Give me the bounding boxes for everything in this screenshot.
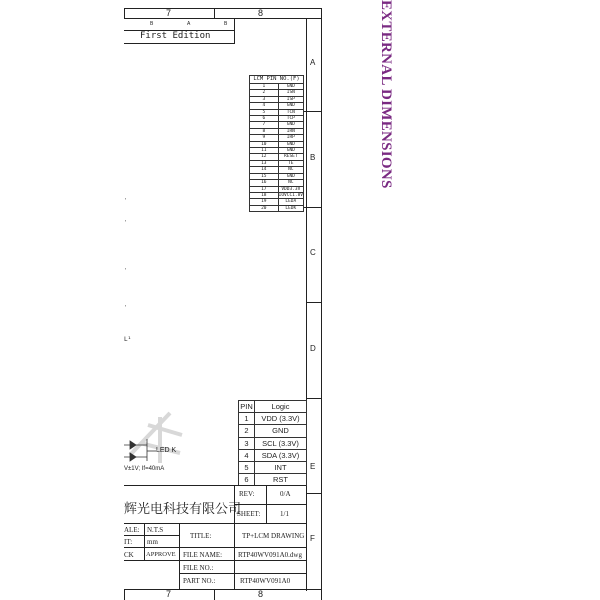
lcm-pin-number: 12 — [250, 154, 279, 160]
row-letter: E — [310, 462, 316, 471]
border-right-outer — [321, 8, 322, 600]
part-no-value: RTP40WV091A0 — [240, 577, 291, 585]
lcm-pin-table — [249, 75, 304, 212]
border-top — [124, 18, 322, 19]
tb-v1 — [144, 523, 145, 560]
logic-pin-function: INT — [255, 461, 307, 473]
tb-company-bottom — [124, 523, 306, 524]
lcm-pin-number: 6 — [250, 116, 279, 122]
lcm-pin-signal: TE — [278, 160, 303, 166]
rev-label: REV: — [239, 490, 255, 498]
logic-pin-number: 4 — [239, 449, 255, 461]
unit-value: mm — [147, 538, 158, 546]
tb-rev-vert-2 — [266, 485, 267, 523]
rev-header-mark: B — [224, 21, 228, 27]
lcm-pin-signal: ISN — [278, 90, 303, 96]
row-letter: B — [310, 153, 316, 162]
logic-pin-function: SCL (3.3V) — [255, 437, 307, 449]
row-letter: A — [310, 58, 316, 67]
lcm-pin-number: 14 — [250, 167, 279, 173]
lcm-pin-signal: GND — [278, 148, 303, 154]
lcm-pin-number: 15 — [250, 173, 279, 179]
lcm-pin-number: 11 — [250, 148, 279, 154]
col-divider-bottom — [214, 589, 215, 600]
lcm-leader-line-2 — [304, 207, 318, 208]
pin-logic-table — [238, 400, 307, 486]
logic-pin-number: 1 — [239, 413, 255, 425]
led-k-label: LED K — [156, 447, 177, 454]
title-label: TITLE: — [190, 532, 212, 540]
lcm-pin-signal: NC — [278, 180, 303, 186]
lcm-pin-signal: IOVCC1.8V — [278, 192, 303, 198]
tb-v3 — [234, 523, 235, 589]
column-number: 8 — [258, 8, 264, 18]
title-value: TP+LCM DRAWING — [242, 532, 305, 540]
scale-value: N.T.S — [147, 526, 164, 534]
tick-mark: ' — [124, 198, 128, 204]
tb-h5 — [179, 573, 306, 574]
logic-pin-number: 3 — [239, 437, 255, 449]
logic-table-row — [239, 425, 307, 437]
tick-mark: ' — [124, 220, 128, 226]
lcm-pin-number: 20 — [250, 205, 279, 211]
lcm-pin-number: 7 — [250, 122, 279, 128]
sheet-value: 1/1 — [280, 510, 289, 518]
logic-pin-function: SDA (3.3V) — [255, 449, 307, 461]
lcm-pin-signal: RESET — [278, 154, 303, 160]
lcm-pin-number: 9 — [250, 135, 279, 141]
col-tick-bottom — [124, 589, 125, 600]
tick-mark: ' — [124, 268, 128, 274]
col-tick-7 — [124, 8, 125, 18]
approve-label: APPROVE — [146, 551, 176, 558]
tb-h4 — [179, 547, 306, 548]
lcm-pin-number: 2 — [250, 90, 279, 96]
check-label: CK — [124, 551, 134, 559]
lcm-pin-number: 17 — [250, 186, 279, 192]
logic-pin-number: 2 — [239, 425, 255, 437]
circuit-side-note: L¹ — [124, 336, 132, 343]
lcm-pin-number: 1 — [250, 84, 279, 90]
rev-value: 0/A — [280, 490, 291, 498]
logic-pin-function: RST — [255, 474, 307, 486]
lcm-pin-signal: ISP — [278, 96, 303, 102]
rev-header-mark: A — [187, 21, 191, 27]
lcm-pin-signal: VDD3.3V — [278, 186, 303, 192]
row-divider-de — [306, 398, 322, 399]
file-name-value: RTP40WV091A0.dwg — [238, 551, 302, 559]
row-divider-cd — [306, 302, 322, 303]
lcm-pin-number: 5 — [250, 109, 279, 115]
lcm-pin-signal: LEDK — [278, 205, 303, 211]
lcm-pin-signal: LEDA — [278, 199, 303, 205]
logic-pin-number: 6 — [239, 474, 255, 486]
row-divider-ef — [306, 493, 322, 494]
logic-header-logic: Logic — [255, 401, 307, 413]
lcm-pin-signal: TCN — [278, 109, 303, 115]
lcm-pin-signal: GND — [278, 84, 303, 90]
lcm-pin-number: 10 — [250, 141, 279, 147]
scale-label: ALE: — [124, 526, 140, 534]
logic-header-pin: PIN — [240, 402, 253, 412]
row-letter: F — [310, 534, 315, 543]
lcm-pin-number: 8 — [250, 128, 279, 134]
led-spec-note: V±1V; If=40mA — [124, 466, 165, 472]
logic-table-row — [239, 413, 307, 425]
tb-h3 — [124, 560, 306, 561]
part-no-label: PART NO.: — [183, 577, 216, 585]
row-letter: D — [310, 344, 316, 353]
logic-pin-function: VDD (3.3V) — [255, 413, 307, 425]
lcm-pin-signal: NC — [278, 167, 303, 173]
lcm-pin-signal: GND — [278, 103, 303, 109]
column-number-bottom: 7 — [166, 589, 172, 599]
col-divider — [214, 8, 215, 18]
lcm-table-row — [250, 205, 304, 211]
logic-pin-function: GND — [255, 425, 307, 437]
edition-underline — [124, 43, 234, 44]
lcm-pin-signal: IRN — [278, 128, 303, 134]
column-number-bottom: 8 — [258, 589, 264, 599]
logic-table-row — [239, 449, 307, 461]
column-number: 7 — [166, 8, 172, 18]
file-no-label: FILE NO.: — [183, 564, 214, 572]
lcm-pin-signal: TCP — [278, 116, 303, 122]
unit-label: IT: — [124, 538, 133, 546]
tb-v2 — [179, 523, 180, 589]
lcm-pin-number: 13 — [250, 160, 279, 166]
lcm-pin-number: 18 — [250, 192, 279, 198]
border-right-inner — [306, 18, 307, 591]
lcm-table-title: LCM PIN NO.(F) — [250, 76, 304, 84]
lcm-pin-signal: GND — [278, 173, 303, 179]
tb-rev-divider — [234, 504, 306, 505]
lcm-pin-signal: IRP — [278, 135, 303, 141]
rev-strip-right — [234, 18, 235, 44]
lcm-pin-signal: GND — [278, 122, 303, 128]
border-bottom — [124, 589, 322, 590]
edition-label: First Edition — [140, 31, 211, 41]
company-name: 辉光电科技有限公司 — [124, 502, 242, 517]
tick-mark: ' — [124, 305, 128, 311]
tb-h1 — [124, 535, 179, 536]
lcm-leader-line — [304, 111, 318, 112]
lcm-pin-signal: GND — [278, 141, 303, 147]
tb-top — [124, 485, 306, 486]
logic-pin-number: 5 — [239, 461, 255, 473]
rev-header-mark: B — [150, 21, 154, 27]
logic-table-row — [239, 461, 307, 473]
row-letter: C — [310, 248, 316, 257]
logic-table-row — [239, 474, 307, 486]
file-name-label: FILE NAME: — [183, 551, 223, 559]
side-title: EXTERNAL DIMENSIONS — [378, 0, 394, 189]
border-top-inner — [124, 8, 322, 9]
lcm-pin-number: 4 — [250, 103, 279, 109]
lcm-pin-number: 16 — [250, 180, 279, 186]
sheet-label: SHEET: — [237, 510, 261, 518]
logic-table-row — [239, 437, 307, 449]
lcm-pin-number: 19 — [250, 199, 279, 205]
lcm-pin-number: 3 — [250, 96, 279, 102]
tb-h2 — [124, 547, 179, 548]
